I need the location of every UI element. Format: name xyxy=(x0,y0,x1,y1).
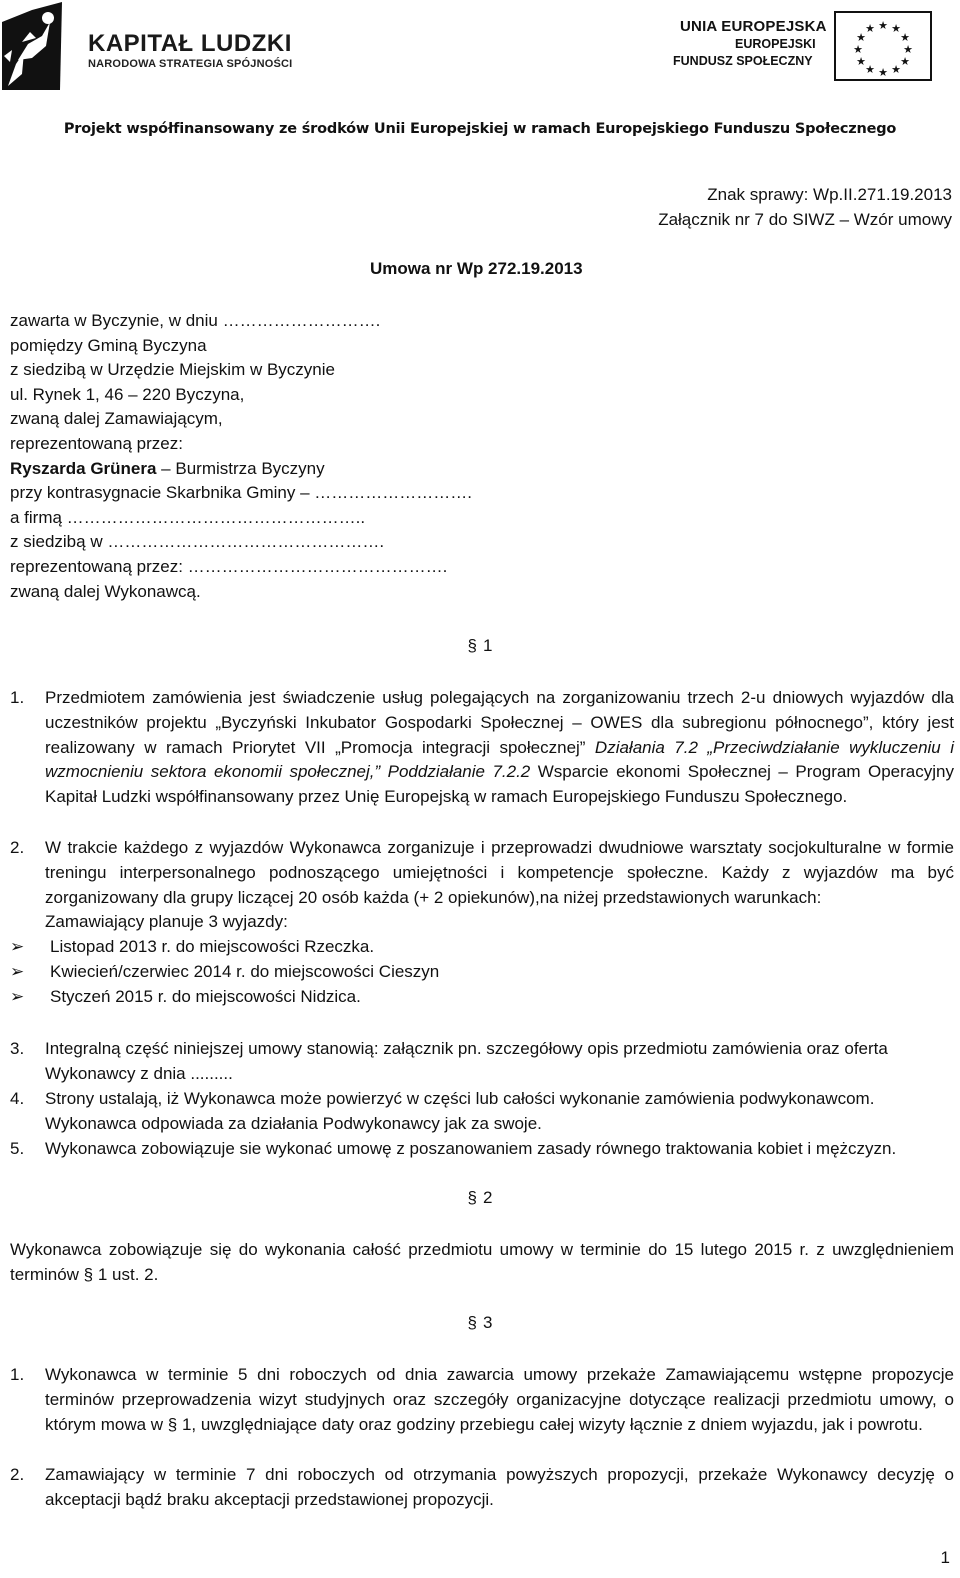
trip-list-item: ➢ Listopad 2013 r. do miejscowości Rzeczka. xyxy=(10,937,375,956)
trip-list-item: ➢ Kwiecień/czerwiec 2014 r. do miejscowości Cieszyn xyxy=(10,962,440,981)
trip-plan: Zamawiający planuje 3 wyjazdy: xyxy=(45,912,288,932)
paragraph-symbol: § xyxy=(467,1313,477,1332)
section-number: 1 xyxy=(483,636,493,655)
kapital-ludzki-logo xyxy=(0,0,300,92)
svg-text:★: ★ xyxy=(878,66,888,79)
svg-text:★: ★ xyxy=(865,63,875,76)
svg-text:★: ★ xyxy=(900,55,910,68)
section-3-item-2 xyxy=(10,1463,954,1513)
logo-subtitle: NARODOWA STRATEGIA SPÓJNOŚCI xyxy=(88,58,293,70)
item-text: Wykonawca zobowiązuje sie wykonać umowę z poszanowaniem zasady równego traktowania kobiet i mężczyzn. xyxy=(45,1139,897,1158)
section-2-heading xyxy=(0,1188,960,1208)
party-line: a firmą …………………………………………….. xyxy=(10,507,366,527)
section-3-heading xyxy=(0,1313,960,1333)
trip-list-item: ➢ Styczeń 2015 r. do miejscowości Nidzica. xyxy=(10,987,361,1006)
svg-text:★: ★ xyxy=(865,22,875,35)
item-number: 3. xyxy=(10,1039,25,1058)
section-1-item-4 xyxy=(10,1087,954,1137)
party-line: reprezentowaną przez: xyxy=(10,433,183,453)
item-text: Strony ustalają, iż Wykonawca może powierzyć w części lub całości wykonanie zamówienia podwykonawcom. Wykonawca odpowiada za działania Podwykonawcy jak za swoje. xyxy=(45,1089,875,1133)
party-line: ul. Rynek 1, 46 – 220 Byczyna, xyxy=(10,384,245,404)
svg-text:★: ★ xyxy=(856,31,866,44)
party-line: z siedzibą w Urzędzie Miejskim w Byczynie xyxy=(10,360,335,380)
svg-text:★: ★ xyxy=(891,63,901,76)
party-line: pomiędzy Gminą Byczyna xyxy=(10,335,207,355)
party-line: zwaną dalej Zamawiającym, xyxy=(10,409,223,429)
svg-text:★: ★ xyxy=(900,31,910,44)
item-text: Wykonawca zobowiązuje się do wykonania całość przedmiotu umowy w terminie do 15 lutego 2015 r. z uwzględnieniem terminów § 1 ust. 2. xyxy=(10,1240,954,1284)
representative-name: Ryszarda Grünera xyxy=(10,458,157,478)
section-number: 3 xyxy=(483,1313,493,1332)
arrow-bullet-icon: ➢ xyxy=(10,937,25,956)
arrow-bullet-icon: ➢ xyxy=(10,962,25,981)
paragraph-symbol: § xyxy=(467,636,477,655)
svg-text:★: ★ xyxy=(891,22,901,35)
item-number: 2. xyxy=(10,838,25,857)
logo-title: KAPITAŁ LUDZKI xyxy=(88,30,292,57)
paragraph-symbol: § xyxy=(467,1188,477,1207)
eu-fund-line2: FUNDUSZ SPOŁECZNY xyxy=(673,54,813,68)
representative-role: Burmistrza Byczyny xyxy=(175,458,325,478)
kapital-ludzki-emblem-icon xyxy=(2,2,82,92)
section-1-item-2 xyxy=(10,836,954,935)
party-line: z siedzibą w …………………………………………. xyxy=(10,532,385,552)
item-number: 5. xyxy=(10,1139,25,1158)
item-number: 2. xyxy=(10,1465,25,1484)
eu-name: UNIA EUROPEJSKA xyxy=(680,18,827,35)
contract-title: Umowa nr Wp 272.19.2013 xyxy=(370,259,583,278)
item-number: 1. xyxy=(10,688,25,707)
svg-text:★: ★ xyxy=(903,43,913,56)
item-number: 1. xyxy=(10,1365,25,1384)
party-line: przy kontrasygnacie Skarbnika Gminy – ………………………. xyxy=(10,483,472,503)
eu-fund-line1: EUROPEJSKI xyxy=(735,37,816,51)
section-1-item-5 xyxy=(10,1137,954,1162)
item-text: Zamawiający w terminie 7 dni roboczych od otrzymania powyższych propozycji, przekaże Wykonawcy decyzję o akceptacji bądź braku akceptacji przedstawionej propozycji. xyxy=(45,1465,954,1509)
eu-flag-icon xyxy=(834,11,932,81)
cofinancing-note: Projekt współfinansowany ze środków Unii Europejskiej w ramach Europejskiego Funduszu Społecznego xyxy=(63,121,897,137)
page-number: 1 xyxy=(940,1548,950,1567)
svg-text:★: ★ xyxy=(853,43,863,56)
item-text: Przedmiotem zamówienia jest świadczenie usług polegających na zorganizowaniu trzech 2-u dniowych wyjazdów dla uczestników projektu „Byczyński Inkubator Gospodarki Społecznej – OWES dla subregionu północnego”, który jest realizowany w ramach Priorytet VII „Promocja integracji społecznej” Działania 7.2 „Przeciwdziałanie wykluczeniu i wzmocnieniu sektora ekonomii społecznej,” Poddziałanie 7.2.2 Wsparcie ekonomi Społecznej – Program Operacyjny Kapitał Ludzki współfinansowany przez Unię Europejską w ramach Europejskiego Funduszu Społecznego. xyxy=(45,688,954,807)
item-text: Integralną część niniejszej umowy stanowią: załącznik pn. szczegółowy opis przedmiotu zamówienia oraz oferta Wykonawcy z dnia ......... xyxy=(45,1039,888,1083)
item-number: 4. xyxy=(10,1089,25,1108)
item-text: W trakcie każdego z wyjazdów Wykonawca zorganizuje i przeprowadzi dwudniowe warsztaty socjokulturalne w formie treningu interpersonalnego podnoszącego umiejętności i kompetencje społeczne. Każdy z wyjazdów ma być zorganizowany dla grupy liczącej 20 osób każda (+ 2 opiekunów),na niżej przedstawionych warunkach: Zamawiający planuje 3 wyjazdy: xyxy=(45,838,954,932)
section-1-item-3 xyxy=(10,1037,954,1087)
svg-text:★: ★ xyxy=(878,19,888,32)
parties-block xyxy=(10,309,472,604)
section-1-heading xyxy=(0,636,960,656)
section-3-item-1 xyxy=(10,1363,954,1437)
party-line: zwaną dalej Wykonawcą. xyxy=(10,581,201,601)
party-line: reprezentowaną przez: ………………………………………. xyxy=(10,556,448,576)
section-number: 2 xyxy=(483,1188,493,1207)
svg-text:★: ★ xyxy=(856,55,866,68)
party-line: zawarta w Byczynie, w dniu ………………………. xyxy=(10,311,381,330)
case-number: Znak sprawy: Wp.II.271.19.2013 xyxy=(707,185,952,204)
attachment-label: Załącznik nr 7 do SIWZ – Wzór umowy xyxy=(658,210,952,229)
arrow-bullet-icon: ➢ xyxy=(10,987,25,1006)
section-2-text xyxy=(10,1238,954,1288)
item-text: Wykonawca w terminie 5 dni roboczych od dnia zawarcia umowy przekaże Zamawiającemu wstępne propozycje terminów przeprowadzenia wizyt studyjnych oraz szczegóły organizacyjne dotyczące realizacji przedmiotu umowy, o którym mowa w § 1, uwzględniające daty oraz godziny przebiegu całej wizyty łącznie z dniem wyjazdu, jak i powrotu. xyxy=(45,1365,954,1434)
section-1-item-1 xyxy=(10,686,954,810)
party-line: Ryszarda Grünera – Burmistrza Byczyny xyxy=(10,458,325,478)
